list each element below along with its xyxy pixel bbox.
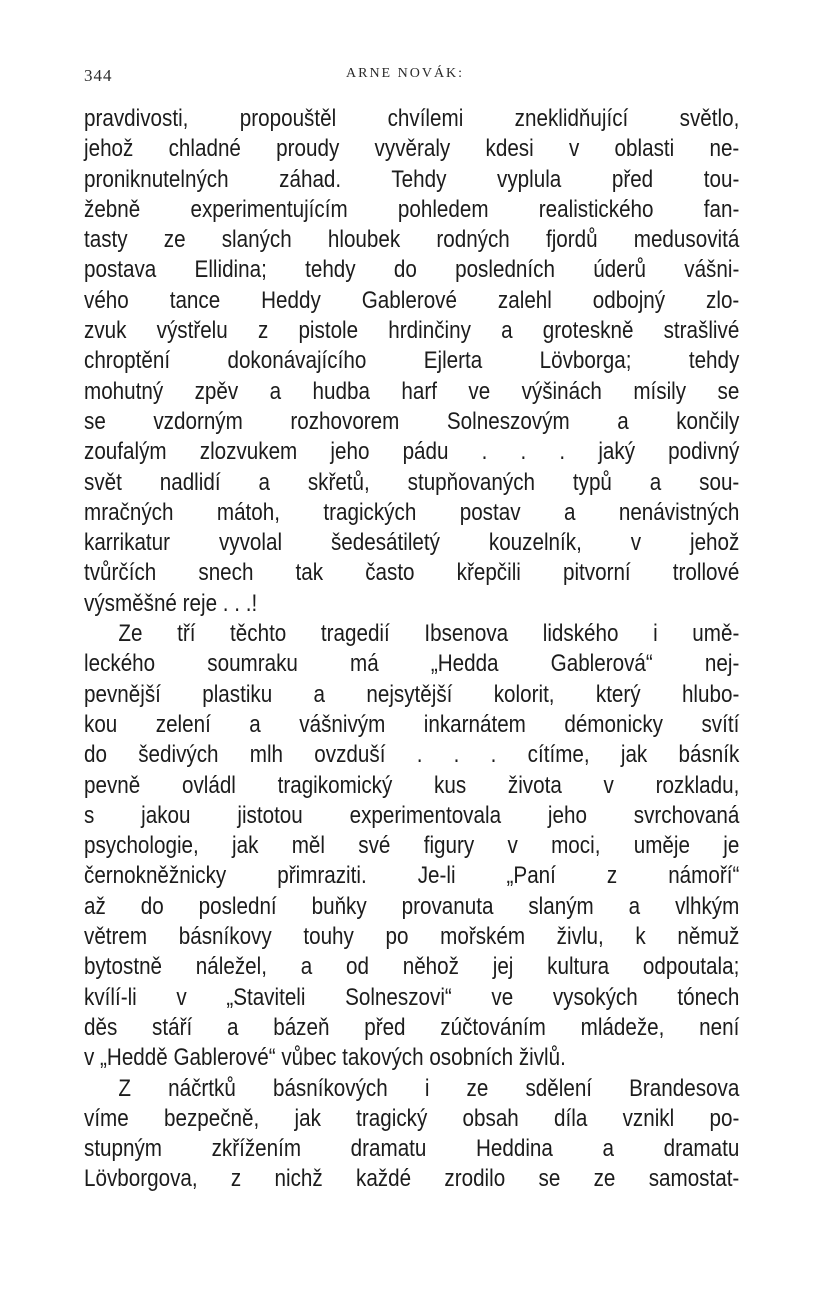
text-line: pevně ovládl tragikomický kus života v rozkladu, [84,771,740,799]
text-line: víme bezpečně, jak tragický obsah díla vznikl po- [84,1104,740,1132]
text-line: stupným zkřížením dramatu Heddina a dramatu [84,1135,740,1163]
text-line: mračných mátoh, tragických postav a nenávistných [84,498,740,526]
paragraph-end-line: výsměšné reje . . .! [84,589,258,617]
page-number: 344 [84,66,113,85]
text-line: zvuk výstřelu z pistole hrdinčiny a groteskně strašlivé [84,317,740,345]
text-line: pravdivosti, propouštěl chvílemi zneklidňující světlo, [84,105,740,132]
running-title: ARNE NOVÁK: [346,66,465,81]
text-line: zoufalým zlozvukem jeho pádu . . . jaký podivný [84,438,740,466]
text-line: děs stáří a bázeň před zúčtováním mládeže, není [84,1013,740,1041]
text-line: větrem básníkovy touhy po mořském živlu, k němuž [84,923,740,951]
text-line: kvílí-li v „Staviteli Solneszovi“ ve vysokých tónech [84,983,740,1011]
text-line: Lövborgova, z nichž každé zrodilo se ze samostat- [84,1165,740,1193]
text-line: postava Ellidina; tehdy do posledních úderů vášni- [84,256,740,284]
text-line: leckého soumraku má „Hedda Gablerová“ nej- [84,650,740,678]
text-line: svět nadlidí a skřetů, stupňovaných typů a sou- [84,468,740,496]
text-line: jehož chladné proudy vyvěraly kdesi v oblasti ne- [84,135,740,163]
text-line: vého tance Heddy Gablerové zalehl odbojný zlo- [84,286,740,314]
text-line: chroptění dokonávajícího Ejlerta Lövborga; tehdy [84,347,740,375]
paragraph-start-line: Z náčrtků básníkových i ze sdělení Brandesova [118,1074,740,1102]
paragraph-end-line: v „Heddě Gablerové“ vůbec takových osobních živlů. [84,1044,566,1072]
text-line: žebně experimentujícím pohledem realistického fan- [84,195,740,223]
text-line: bytostně náležel, a od něhož jej kultura odpoutala; [84,953,740,981]
running-head [84,66,740,94]
text-line: do šedivých mlh ovzduší . . . cítíme, jak básník [84,741,740,769]
paragraph-start-line: Ze tří těchto tragedií Ibsenova lidského i umě- [118,620,740,648]
text-line: se vzdorným rozhovorem Solneszovým a končily [84,407,740,435]
body-text [84,104,740,1195]
text-line: až do poslední buňky provanuta slaným a vlhkým [84,892,740,920]
text-line: proniknutelných záhad. Tehdy vyplula před tou- [84,165,740,193]
text-line: pevnější plastiku a nejsytější kolorit, který hlubo- [84,680,740,708]
text-line: tasty ze slaných hloubek rodných fjordů medusovitá [84,226,740,254]
text-line: s jakou jistotou experimentovala jeho svrchovaná [84,801,740,829]
text-line: černokněžnicky přimraziti. Je-li „Paní z námoří“ [84,862,740,890]
text-line: tvůrčích snech tak často křepčili pitvorní trollové [84,559,740,587]
text-line: mohutný zpěv a hudba harf ve výšinách mísily se [84,377,740,405]
text-line: kou zelení a vášnivým inkarnátem démonicky svítí [84,710,740,738]
text-line: karrikatur vyvolal šedesátiletý kouzelník, v jehož [84,529,740,557]
text-line: psychologie, jak měl své figury v moci, uměje je [84,832,740,860]
